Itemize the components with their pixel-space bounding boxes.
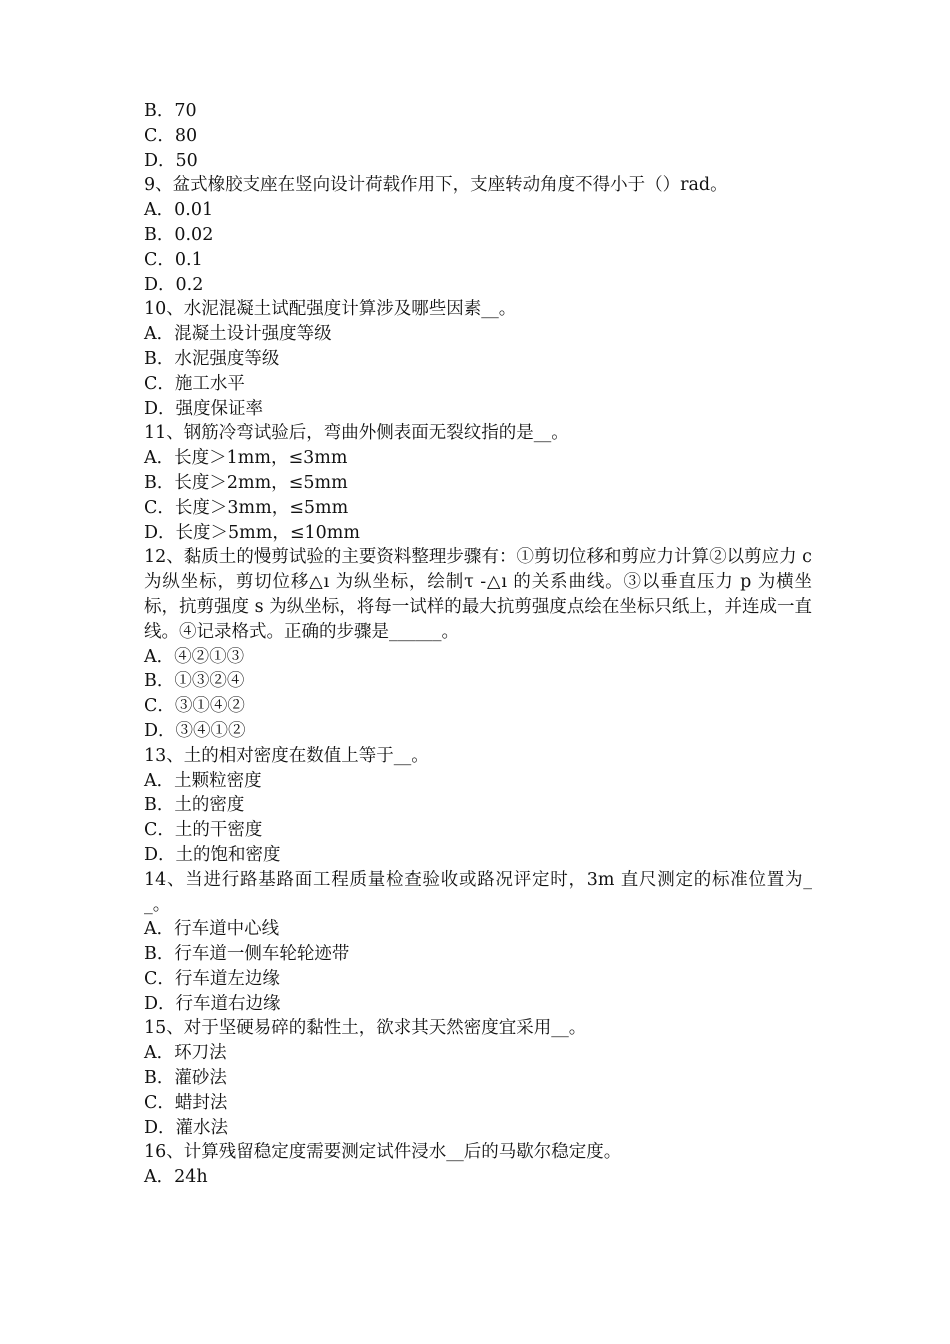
option-line: D．0.2 [144,274,204,295]
question-15: 15、对于坚硬易碎的黏性土，欲求其天然密度宜采用__。 [144,1018,587,1039]
option-line: D．土的饱和密度 [144,844,281,865]
option-line: B．水泥强度等级 [144,348,280,369]
question-12: 12、黏质土的慢剪试验的主要资料整理步骤有：①剪切位移和剪应力计算②以剪应力 c 为纵坐标，剪切位移△ı 为纵坐标，绘制τ -△ı 的关系曲线。③以垂直压力 p 为横坐标，抗剪强度 s 为纵坐标，将每一试样的最大抗剪强度点绘在坐标只纸上，并连成一直线。④记录格式。正确的步骤是______。 [144,547,818,642]
option-line: A．24h [144,1167,208,1188]
question-16: 16、计算残留稳定度需要测定试件浸水__后的马歇尔稳定度。 [144,1142,622,1163]
option-line: B．行车道一侧车轮轮迹带 [144,944,350,965]
option-line: A．长度＞1mm，≤3mm [144,448,348,469]
option-line: D．长度＞5mm，≤10mm [144,522,360,543]
option-line: A．④②①③ [144,646,245,667]
option-line: A．0.01 [144,200,214,221]
option-line: D．③④①② [144,720,246,741]
option-line: D．强度保证率 [144,398,264,419]
option-line: C．0.1 [144,249,203,270]
option-line: D．灌水法 [144,1117,229,1138]
option-line: B．①③②④ [144,671,245,692]
question-13: 13、土的相对密度在数值上等于__。 [144,745,429,766]
question-9: 9、盆式橡胶支座在竖向设计荷载作用下，支座转动角度不得小于（）rad。 [144,175,728,196]
option-line: C．蜡封法 [144,1092,228,1113]
option-line: C．80 [144,125,198,146]
option-line: D．50 [144,150,198,171]
option-line: B．0.02 [144,224,214,245]
option-line: A．环刀法 [144,1043,227,1064]
option-line: B．灌砂法 [144,1068,227,1089]
option-line: C．土的干密度 [144,820,263,841]
option-line: C．③①④② [144,696,245,717]
option-line: B．长度＞2mm，≤5mm [144,472,348,493]
option-line: C．长度＞3mm，≤5mm [144,497,349,518]
option-line: A．混凝土设计强度等级 [144,324,332,345]
option-line: A．行车道中心线 [144,919,280,940]
document-body [144,99,818,1190]
option-line: A．土颗粒密度 [144,770,262,791]
option-line: C．行车道左边缘 [144,968,280,989]
option-line: D．行车道右边缘 [144,993,281,1014]
option-line: C．施工水平 [144,373,245,394]
question-14: 14、当进行路基路面工程质量检查验收或路况评定时，3m 直尺测定的标准位置为__。 [144,869,812,915]
question-11: 11、钢筋冷弯试验后，弯曲外侧表面无裂纹指的是__。 [144,423,569,444]
question-10: 10、水泥混凝土试配强度计算涉及哪些因素__。 [144,299,517,320]
option-line: B．70 [144,101,197,121]
option-line: B．土的密度 [144,795,245,816]
